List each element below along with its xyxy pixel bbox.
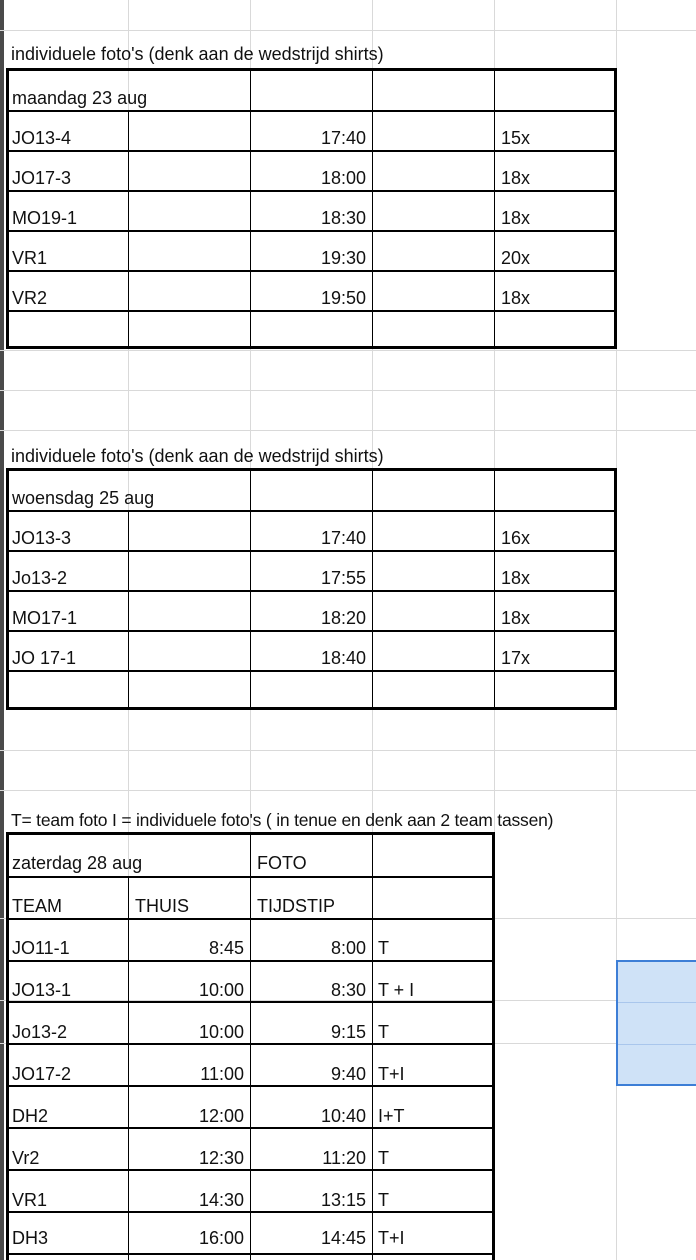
b2-count-1: 16x (501, 528, 531, 548)
b3-tijd-5: 10:40 (320, 1106, 366, 1126)
b3-team-5: DH2 (12, 1106, 49, 1126)
cell-selection[interactable] (616, 960, 696, 1086)
b3-tijd-3: 9:15 (330, 1022, 366, 1042)
b1-count-2: 18x (501, 168, 531, 188)
b2-count-2: 18x (501, 568, 531, 588)
window-edge (0, 0, 4, 1260)
block3-title: T= team foto I = individuele foto's ( in tenue en denk aan 2 team tassen) (11, 810, 554, 830)
b2-time-2: 17:55 (320, 568, 366, 588)
b3-tijd-4: 9:40 (330, 1064, 366, 1084)
b1-team-5: VR2 (12, 288, 48, 308)
b3-type-6: T (378, 1148, 389, 1168)
b3-thuis-2: 10:00 (198, 980, 244, 1000)
b3-type-4: T+I (378, 1064, 405, 1084)
b1-team-3: MO19-1 (12, 208, 78, 228)
b2-count-4: 17x (501, 648, 531, 668)
b3-type-7: T (378, 1190, 389, 1210)
header-tijdstip: TIJDSTIP (257, 896, 336, 916)
b3-thuis-8: 16:00 (198, 1228, 244, 1248)
header-thuis: THUIS (135, 896, 189, 916)
b3-tijd-8: 14:45 (320, 1228, 366, 1248)
b2-time-1: 17:40 (320, 528, 366, 548)
b3-tijd-6: 11:20 (322, 1148, 366, 1168)
b1-count-5: 18x (501, 288, 531, 308)
b3-type-2: T + I (378, 980, 415, 1000)
b3-team-4: JO17-2 (12, 1064, 72, 1084)
b2-time-3: 18:20 (320, 608, 366, 628)
b3-tijd-2: 8:30 (330, 980, 366, 1000)
b3-type-3: T (378, 1022, 389, 1042)
block2-day: woensdag 25 aug (12, 488, 155, 508)
b3-team-6: Vr2 (12, 1148, 40, 1168)
b3-thuis-1: 8:45 (208, 938, 244, 958)
block2-title: individuele foto's (denk aan de wedstrijd shirts) (11, 446, 384, 466)
b2-team-2: Jo13-2 (12, 568, 68, 588)
b1-count-3: 18x (501, 208, 531, 228)
b1-time-3: 18:30 (320, 208, 366, 228)
b3-type-1: T (378, 938, 389, 958)
b3-team-3: Jo13-2 (12, 1022, 68, 1042)
b3-thuis-6: 12:30 (198, 1148, 244, 1168)
b3-type-5: I+T (378, 1106, 405, 1126)
b3-team-2: JO13-1 (12, 980, 72, 1000)
b3-thuis-3: 10:00 (198, 1022, 244, 1042)
b1-time-4: 19:30 (320, 248, 366, 268)
header-team: TEAM (12, 896, 63, 916)
b3-thuis-4: 11:00 (200, 1064, 244, 1084)
b1-time-1: 17:40 (320, 128, 366, 148)
b3-team-7: VR1 (12, 1190, 48, 1210)
block1-day: maandag 23 aug (12, 88, 148, 108)
foto-label: FOTO (257, 853, 307, 873)
b1-team-1: JO13-4 (12, 128, 72, 148)
b3-team-8: DH3 (12, 1228, 49, 1248)
b1-team-2: JO17-3 (12, 168, 72, 188)
b1-time-2: 18:00 (320, 168, 366, 188)
b3-tijd-1: 8:00 (330, 938, 366, 958)
b3-type-8: T+I (378, 1228, 405, 1248)
b3-team-1: JO11-1 (12, 938, 70, 958)
b1-team-4: VR1 (12, 248, 48, 268)
b1-time-5: 19:50 (320, 288, 366, 308)
block3-day: zaterdag 28 aug (12, 853, 143, 873)
b3-thuis-7: 14:30 (198, 1190, 244, 1210)
block1-title: individuele foto's (denk aan de wedstrijd shirts) (11, 44, 384, 64)
b2-team-1: JO13-3 (12, 528, 72, 548)
b2-team-3: MO17-1 (12, 608, 78, 628)
b1-count-1: 15x (501, 128, 531, 148)
b3-tijd-7: 13:15 (320, 1190, 366, 1210)
b2-time-4: 18:40 (320, 648, 366, 668)
b1-count-4: 20x (501, 248, 531, 268)
b2-count-3: 18x (501, 608, 531, 628)
b3-thuis-5: 12:00 (198, 1106, 244, 1126)
b2-team-4: JO 17-1 (12, 648, 77, 668)
